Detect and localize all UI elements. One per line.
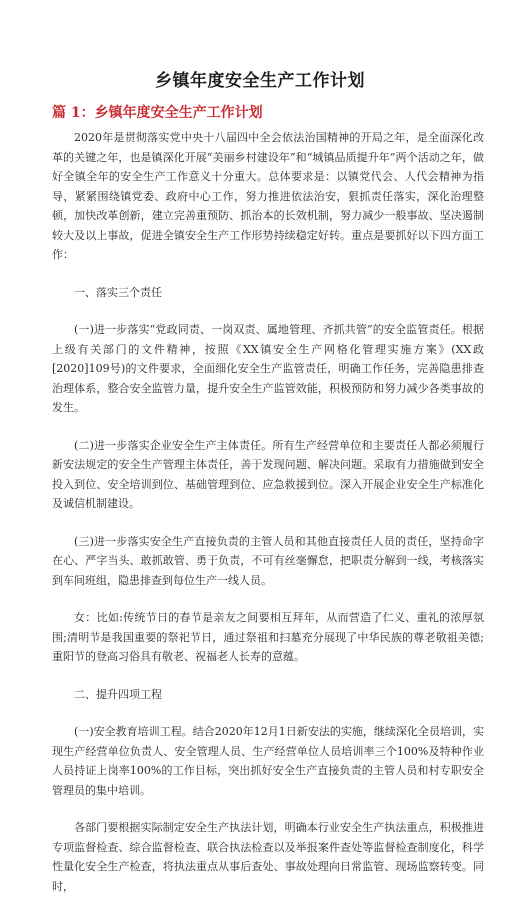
document-body [52, 128, 484, 914]
paragraph-festival: 女：比如:传统节日的春节是亲友之间要相互拜年，从而营造了仁义、重礼的浓厚氛围;清明节是我国重要的祭祀节日，通过祭祖和扫墓充分展现了中华民族的尊老敬祖美德;重阳节的登高习俗具有敬老、祝福老人长寿的意蕴。 [52, 611, 484, 663]
intro-paragraph: 2020年是贯彻落实党中央十八届四中全会依法治国精神的开局之年，是全面深化改革的关键之年，也是镇深化开展“美丽乡村建设年”和“城镇品质提升年”两个活动之年，做好全镇全年的安全生产工作意义十分重大。总体要求是：以镇党代会、人代会精神为指导，紧紧围绕镇党委、政府中心工作，努力推进依法治安，狠抓责任落实，深化治理整顿，加快改革创新，建立完善重预防、抓治本的长效机制，努力减少一般事故、坚决遏制较大及以上事故，促进全镇安全生产工作形势持续稳定好转。重点是要抓好以下四方面工作： [52, 131, 484, 261]
subheading-four-projects: 二、提升四项工程 [74, 687, 162, 701]
paragraph-training: (一)安全教育培训工程。结合2020年12月1日新安法的实施，继续深化全员培训，实现生产经营单位负责人、安全管理人员、生产经营单位人员培训率三个100%及特种作业人员持证上岗率100%的工作目标，突出抓好安全生产直接负责的主管人员和村专职安全管理员的集中培训。 [52, 725, 484, 797]
paragraph-item-3: (三)进一步落实安全生产直接负责的主管人员和其他直接责任人员的责任，坚持命字在心、严字当头、敢抓敢管、勇于负责，不可有丝毫懈怠，把职责分解到一线，考核落实到车间班组，隐患排查到每位生产一线人员。 [52, 534, 484, 587]
paragraph-item-2: (二)进一步落实企业安全生产主体责任。所有生产经营单位和主要责任人都必须履行新安法规定的安全生产管理主体责任，善于发现问题、解决问题。采取有力措施做到安全投入到位、安全培训到位、基础管理到位、应急救援到位。深入开展企业安全生产标准化及诚信机制建设。 [52, 438, 484, 510]
paragraph-enforcement: 各部门要根据实际制定安全生产执法计划，明确本行业安全生产执法重点，积极推进专项监督检查、综合监督检查、联合执法检查以及举报案件查处等监督检查制度化，科学性量化安全生产检查，将执法重点从事后查处、事故处理向日常监管、现场监察转变。同时， [52, 821, 484, 893]
paragraph-item-1: (一)进一步落实“党政同责、一岗双责、属地管理、齐抓共管”的安全监管责任。根据上级有关部门的文件精神，按照《XX镇安全生产网格化管理实施方案》(XX政[2020]109号)的文件要求，全面细化安全生产监管责任，明确工作任务，完善隐患排查治理体系，整合安全监管力量，提升安全生产监管效能，积极预防和努力减少各类事故的发生。 [52, 323, 484, 414]
subheading-three-responsibilities: 一、落实三个责任 [74, 285, 162, 299]
section-heading: 篇 1：乡镇年度安全生产工作计划 [52, 105, 263, 121]
document-title: 乡镇年度安全生产工作计划 [155, 71, 365, 91]
